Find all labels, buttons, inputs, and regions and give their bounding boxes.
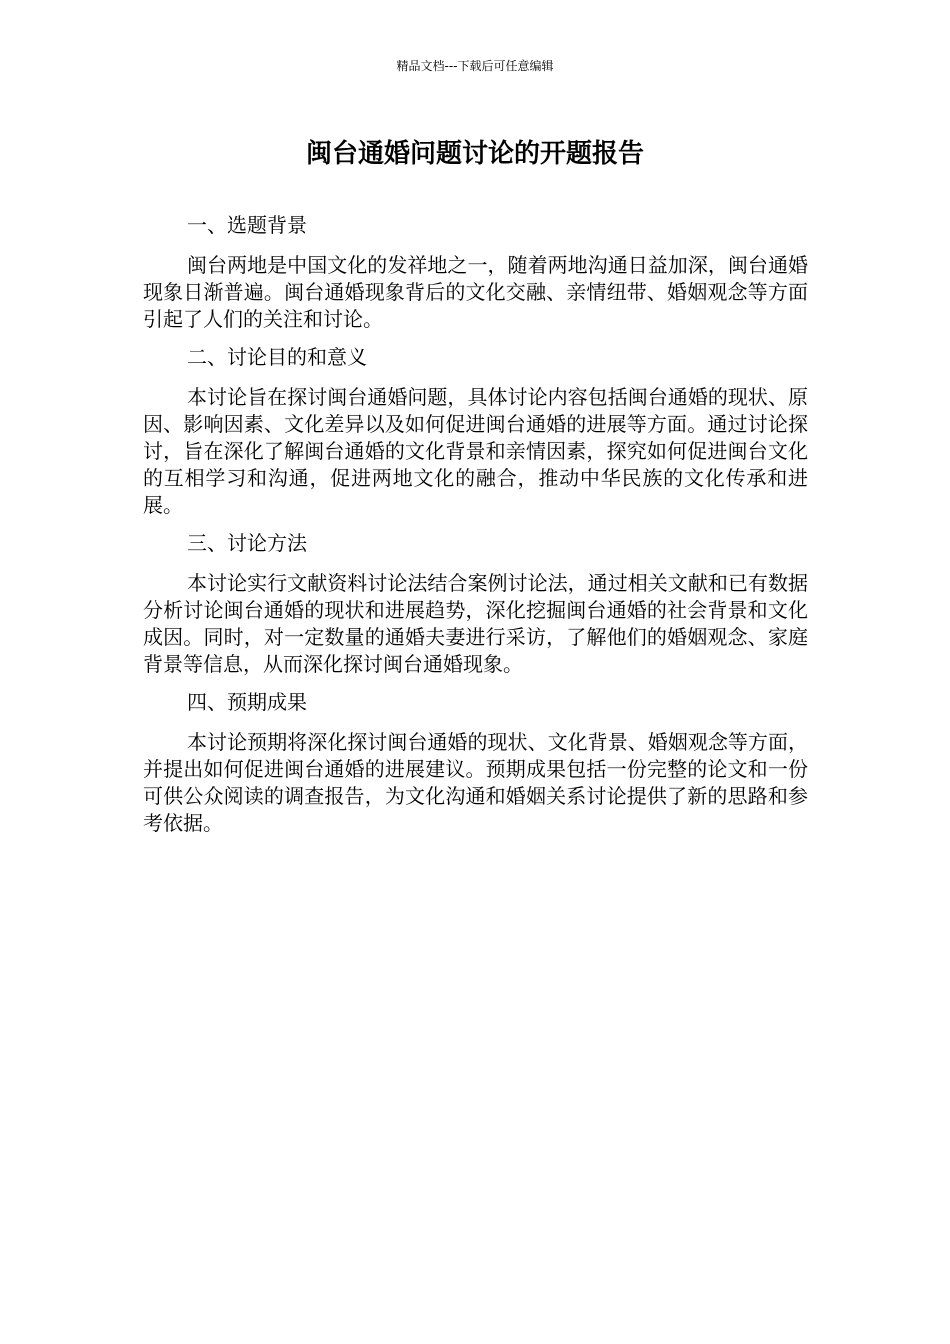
document-body <box>143 211 808 847</box>
document-title: 闽台通婚问题讨论的开题报告 <box>305 139 644 169</box>
section-paragraph: 闽台两地是中国文化的发祥地之一，随着两地沟通日益加深，闽台通婚现象日渐普遍。闽台通婚现象背后的文化交融、亲情纽带、婚姻观念等方面引起了人们的关注和讨论。 <box>143 253 808 331</box>
section-background <box>143 211 808 333</box>
section-heading: 三、讨论方法 <box>187 531 307 555</box>
section-paragraph: 本讨论预期将深化探讨闽台通婚的现状、文化背景、婚姻观念等方面，并提出如何促进闽台通婚的进展建议。预期成果包括一份完整的论文和一份可供公众阅读的调查报告，为文化沟通和婚姻关系讨论提供了新的思路和参考依据。 <box>143 730 808 835</box>
section-paragraph: 本讨论旨在探讨闽台通婚问题，具体讨论内容包括闽台通婚的现状、原因、影响因素、文化差异以及如何促进闽台通婚的进展等方面。通过讨论探讨，旨在深化了解闽台通婚的文化背景和亲情因素，探究如何促进闽台文化的互相学习和沟通，促进两地文化的融合，推动中华民族的文化传承和进展。 <box>143 385 808 517</box>
section-methods <box>143 529 808 678</box>
section-expected-results <box>143 688 808 837</box>
section-purpose <box>143 343 808 519</box>
section-heading: 二、讨论目的和意义 <box>187 345 367 369</box>
page-header: 精品文档---下载后可任意编辑 <box>396 59 554 73</box>
section-heading: 一、选题背景 <box>187 213 307 237</box>
section-heading: 四、预期成果 <box>187 690 307 714</box>
section-paragraph: 本讨论实行文献资料讨论法结合案例讨论法，通过相关文献和已有数据分析讨论闽台通婚的现状和进展趋势，深化挖掘闽台通婚的社会背景和文化成因。同时，对一定数量的通婚夫妻进行采访，了解他们的婚姻观念、家庭背景等信息，从而深化探讨闽台通婚现象。 <box>143 571 808 676</box>
